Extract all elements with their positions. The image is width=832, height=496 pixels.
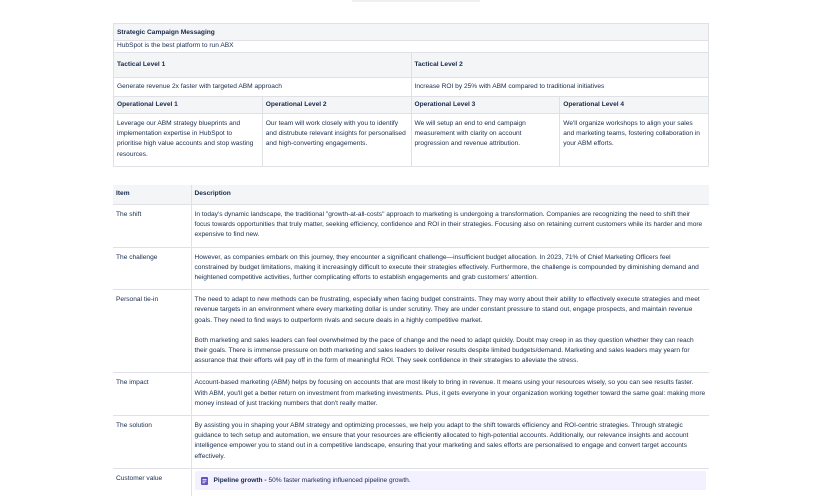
table-row bbox=[113, 290, 709, 373]
row-description bbox=[191, 373, 709, 416]
customer-value-text bbox=[214, 476, 411, 486]
row-description bbox=[191, 290, 709, 373]
pipeline-growth-text: 50% faster marketing influenced pipeline growth. bbox=[266, 476, 411, 484]
tactical-level-2-label: Tactical Level 2 bbox=[411, 53, 709, 77]
table-row bbox=[113, 468, 709, 496]
strategy-statement: HubSpot is the best platform to run ABX bbox=[114, 41, 709, 53]
operational-level-2-label: Operational Level 2 bbox=[262, 96, 411, 113]
description-paragraph: In today's dynamic landscape, the traditional "growth-at-all-costs" approach to marketing is undergoing a transformation. Companies are recognizing the need to shift their focus towards opportunities that truly matter, seeking efficiency, confidence and ROI in their strategies. Focusing also on retaining current customers while its harder and more expensive to find new. bbox=[194, 211, 703, 239]
table-row bbox=[113, 373, 709, 416]
description-paragraph: By assisting you in shaping your ABM strategy and optimizing processes, we help you adapt to the shift towards efficiency and ROI-centric strategies. Through strategic guidance to tech setup and automation, we ensure that your resources are efficiently allocated to high-potential accounts. Additionally, our relevance insights and account intelligence empower you to stand out in a competitive landscape, ensuring that your marketing and sales efforts are personalised to engage and convert target accounts effectively. bbox=[194, 422, 689, 460]
table-row bbox=[113, 205, 709, 248]
row-item-label: The impact bbox=[113, 373, 191, 416]
note-icon bbox=[201, 477, 208, 485]
operational-level-1-label: Operational Level 1 bbox=[114, 96, 263, 113]
row-item-label: The shift bbox=[113, 205, 191, 248]
row-item-label: The solution bbox=[113, 416, 191, 469]
top-bar-stub bbox=[352, 0, 480, 2]
page-content bbox=[113, 23, 709, 496]
row-description bbox=[191, 468, 709, 496]
row-item-label: Personal tie-in bbox=[113, 290, 191, 373]
description-column-header: Description bbox=[191, 185, 709, 205]
customer-value-panel bbox=[195, 471, 707, 490]
table-row bbox=[113, 416, 709, 469]
item-column-header: Item bbox=[113, 185, 191, 205]
operational-level-1-value: Leverage our ABM strategy blueprints and implementation expertise in HubSpot to prioritise high value accounts and stop wasting resources. bbox=[114, 114, 263, 167]
operational-level-2-value: Our team will work closely with you to identify and distrubute relevant insights for personalised and high-converting engagements. bbox=[262, 114, 411, 167]
description-paragraph: The need to adapt to new methods can be frustrating, especially when facing budget constraints. They may worry about their ability to effectively execute strategies and meet revenue targets in an environment where every marketing dollar is under scrutiny. They are under constant pressure to stand out, engage prospects, and maintain revenue goals. They need to find ways to outperform rivals and secure deals in a highly competitive market. bbox=[194, 296, 700, 324]
row-description bbox=[191, 247, 709, 290]
tactical-level-2-value: Increase ROI by 25% with ABM compared to traditional initiatives bbox=[411, 77, 709, 96]
operational-level-4-label: Operational Level 4 bbox=[560, 96, 709, 113]
operational-level-3-value: We will setup an end to end campaign measurement with clarity on account progression and revenue attribution. bbox=[411, 114, 560, 167]
operational-level-3-label: Operational Level 3 bbox=[411, 96, 560, 113]
table-row bbox=[113, 247, 709, 290]
description-paragraph: Both marketing and sales leaders can feel overwhelmed by the pace of change and the need to adapt quickly. Doubt may creep in as they question whether they can reach their goals. There is immense pressure on both marketing and sales leaders to deliver results despite limited budgets/demand. Marketing and sales leaders may yearn for assurance that their efforts will pay off in the form of meaningful ROI. They seek confidence in their strategies to alleviate the stress. bbox=[194, 336, 694, 365]
row-item-label: Customer value bbox=[113, 468, 191, 496]
row-item-label: The challenge bbox=[113, 247, 191, 290]
tactical-level-1-value: Generate revenue 2x faster with targeted ABM approach bbox=[114, 77, 412, 96]
pipeline-growth-label: Pipeline growth - bbox=[213, 476, 267, 484]
details-table bbox=[113, 185, 709, 496]
strategy-title: Strategic Campaign Messaging bbox=[114, 24, 709, 41]
tactical-level-1-label: Tactical Level 1 bbox=[114, 53, 412, 77]
description-paragraph: However, as companies embark on this journey, they encounter a significant challenge—insufficient budget allocation. In 2023, 71% of Chief Marketing Officers feel constrained by budget limitations, making it increasingly difficult to execute their strategies effectively. Furthermore, the challenge is compounded by diminishing demand and heightened competitive activities, further complicating efforts to establish engagements and grab customers' attention. bbox=[194, 253, 699, 282]
strategy-table bbox=[113, 23, 709, 167]
row-description bbox=[191, 416, 709, 469]
operational-level-4-value: We'll organize workshops to align your sales and marketing teams, fostering collaboration in your ABM efforts. bbox=[560, 114, 709, 167]
description-paragraph: Account-based marketing (ABM) helps by focusing on accounts that are most likely to bring in revenue. It means using your resources wisely, so you can see results faster. With ABM, you'll get a better return on investment from marketing investments. Plus, it gets everyone in your organization working together toward the same goal: making more money instead of just tracking numbers that don't really matter. bbox=[194, 379, 706, 407]
row-description bbox=[191, 205, 709, 248]
